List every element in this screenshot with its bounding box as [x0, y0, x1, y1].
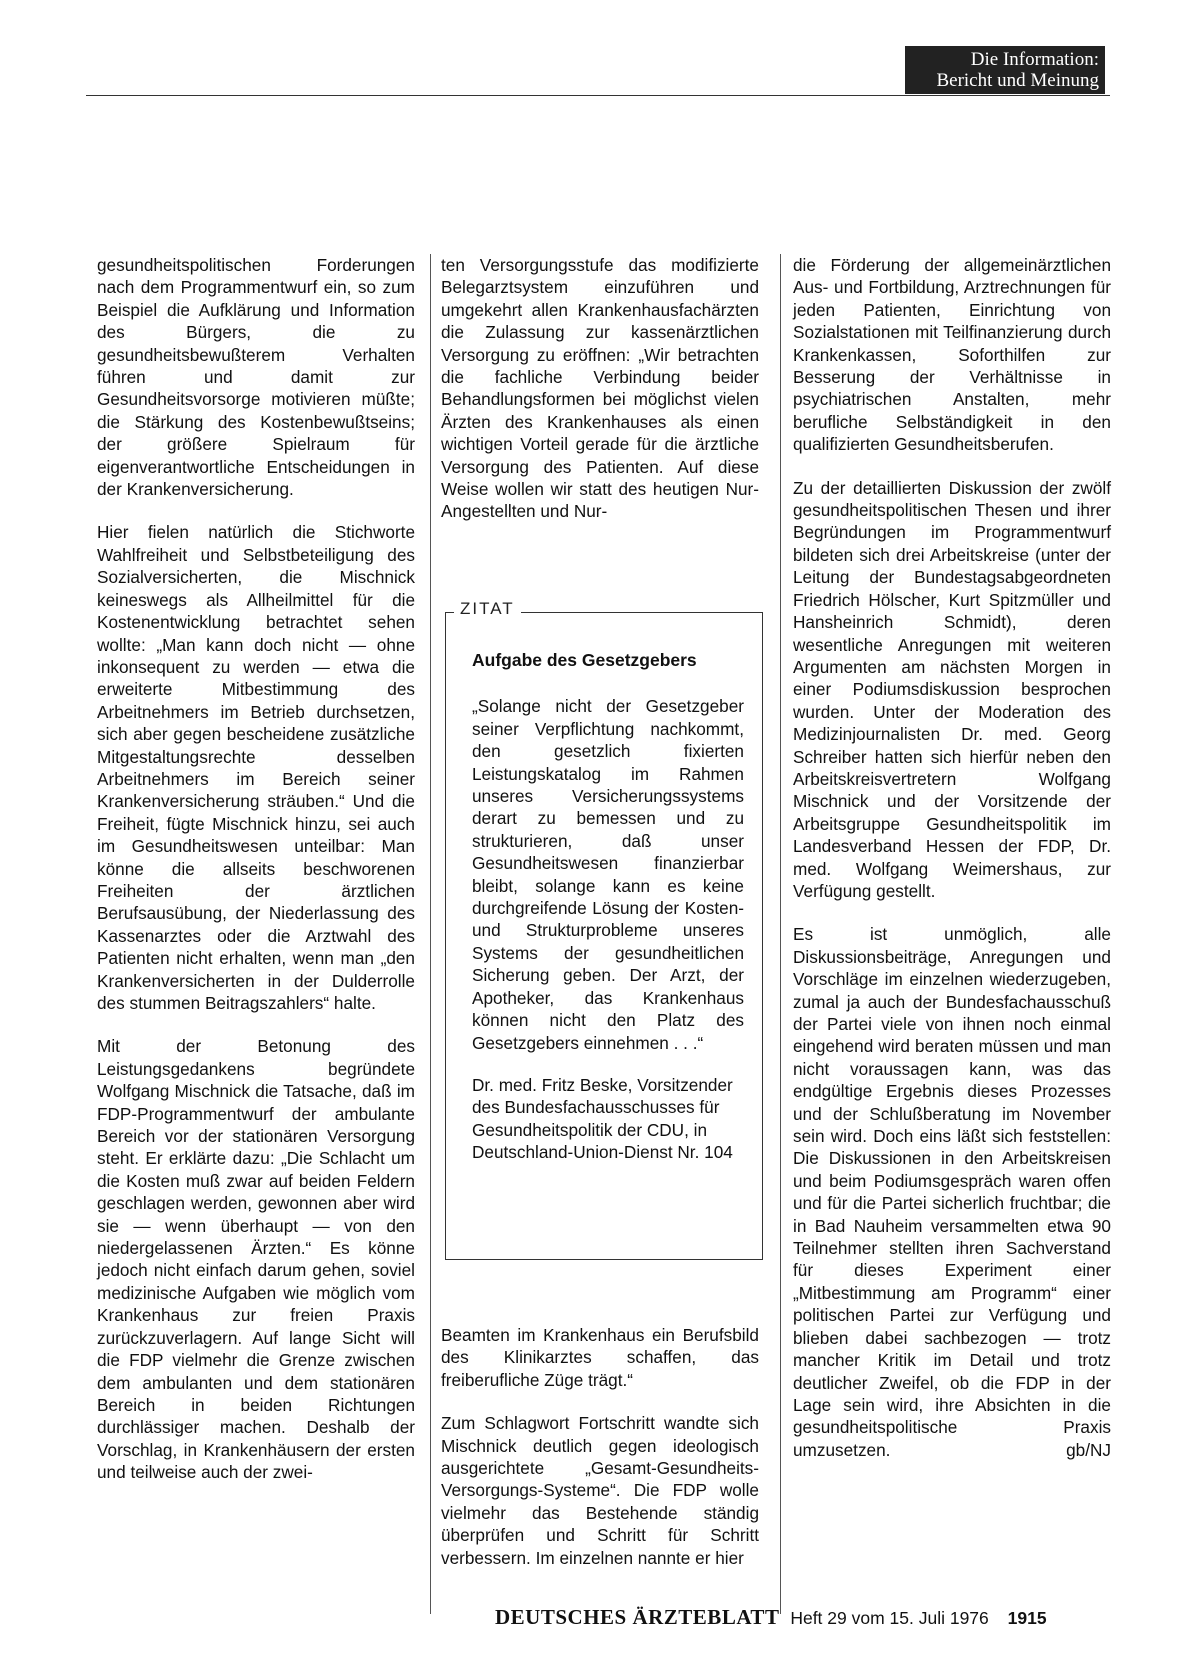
paragraph: gesundheitspolitischen Forderungen nach dem Programmentwurf ein, so zum Beispiel die Aufklärung und Information des Bürgers, die zu gesundheitsbewußterem Verhalten führen und damit zur Gesundheitsvorsorge motivieren müßte; die Stärkung des Kostenbewußtseins; der größere Spielraum für eigenverantwortliche Entscheidungen in der Krankenversicherung.: [97, 255, 415, 500]
paragraph-text: Es ist unmöglich, alle Diskussionsbeiträge, Anregungen und Vorschläge im einzelnen wiederzugeben, zumal ja auch der Bundesfachausschuß der Partei viele von ihnen noch einmal eingehend wird beraten müssen und man nicht voraussagen kann, was das endgültige Ergebnis dieses Prozesses und der Schlußberatung im November sein wird. Doch eins läßt sich feststellen: Die Diskussionen in den Arbeitskreisen und beim Podiumsgespräch waren offen und für die Partei sicherlich fruchtbar; die in Bad Nauheim versammelten etwa 90 Teilnehmer stellten ihren Sachverstand für dieses Experiment einer „Mitbestimmung am Programm“ einer politischen Partei zur Verfügung und blieben dabei sachbezogen — trotz mancher Kritik im Detail und trotz deutlicher Zweifel, ob die FDP in der Lage sein wird, ihre Absichten in die gesundheitspolitische Praxis umzusetzen.: [793, 924, 1111, 1460]
article-column-2-continued: [441, 1324, 759, 1590]
section-label: [905, 46, 1105, 94]
quote-text: „Solange nicht der Gesetzgeber seiner Verpflichtung nachkommt, den gesetzlich fixierten Leistungskatalog im Rahmen unseres Versicherungssystems derart zu bemessen und zu strukturieren, daß unser Gesundheitswesen finanzierbar bleibt, solange kann es keine durchgreifende Lösung der Kosten- und Strukturprobleme unseres Systems der gesundheitlichen Sicherung geben. Der Arzt, der Apotheker, das Krankenhaus können nicht den Platz des Gesetzgebers einnehmen . . .“: [472, 696, 744, 1053]
paragraph: [793, 923, 1111, 1461]
page-number: 1915: [1007, 1608, 1047, 1628]
article-column-3: [793, 254, 1111, 1482]
section-label-line2: Bericht und Meinung: [936, 70, 1099, 91]
header-rule: [86, 95, 1110, 96]
quote-label: ZITAT: [454, 599, 521, 619]
paragraph: Mit der Betonung des Leistungsgedankens begründete Wolfgang Mischnick die Tatsache, daß im FDP-Programmentwurf der ambulante Bereich vor der stationären Versorgung steht. Er erklärte dazu: „Die Schlacht um die Kosten muß zwar auf beiden Feldern geschlagen werden, gewonnen aber wird sie — wenn überhaupt — von den niedergelassenen Ärzten.“ Es könne jedoch nicht einfach darum gehen, soviel medizinische Aufgaben wie möglich vom Krankenhaus zur freien Praxis zurückzuverlagern. Auf lange Sicht will die FDP vielmehr die Grenze zwischen dem ambulanten und dem stationären Bereich in beiden Richtungen durchlässiger machen. Deshalb der Vorschlag, in Krankenhäusern der ersten und teilweise auch der zwei-: [97, 1036, 415, 1483]
article-column-2: [441, 254, 759, 544]
paragraph: ten Versorgungsstufe das modifizierte Belegarztsystem einzuführen und umgekehrt allen Krankenhausfachärzten die Zulassung zur kassenärztlichen Versorgung zu eröffnen: „Wir betrachten die fachliche Verbindung beider Behandlungsformen bei möglichst vielen Ärzten des Krankenhauses als einen wichtigen Vorteil gerade für die ärztliche Versorgung des Patienten. Auf diese Weise wollen wir statt des heutigen Nur-Angestellten und Nur-: [441, 255, 759, 522]
column-divider-2: [780, 254, 781, 1614]
column-divider-1: [430, 254, 431, 1614]
section-label-line1: Die Information:: [970, 49, 1099, 70]
quote-box: [445, 599, 763, 1260]
paragraph: Zu der detaillierten Diskussion der zwölf gesundheitspolitischen Thesen und ihrer Begründungen im Programmentwurf bildeten sich drei Arbeitskreise (unter der Leitung der Bundestagsabgeordneten Friedrich Hölscher, Kurt Spitzmüller und Hansheinrich Schmidt), deren wesentliche Anregungen mit weiteren Argumenten am nächsten Morgen in einer Podiumsdiskussion besprochen wurden. Unter der Moderation des Medizinjournalisten Dr. med. Georg Schreiber hatten sich hierfür neben den Arbeitskreisvertretern Wolfgang Mischnick und der Vorsitzende der Arbeitsgruppe Gesundheitspolitik im Landesverband Hessen der FDP, Dr. med. Wolfgang Weimershaus, zur Verfügung gestellt.: [793, 477, 1111, 901]
author-signature: gb/NJ: [1066, 1439, 1111, 1460]
issue-info: Heft 29 vom 15. Juli 1976: [790, 1608, 989, 1628]
paragraph: Hier fielen natürlich die Stichworte Wahlfreiheit und Selbstbeteiligung des Sozialversicherten, die Mischnick keineswegs als Allheilmittel für die Kostenentwicklung betrachtet sehen wollte: „Man kann doch nicht — ohne inkonsequent zu werden — etwa die erweiterte Mitbestimmung des Arbeitnehmers im Betrieb durchsetzen, sich aber gegen bescheidene zusätzliche Mitgestaltungsrechte desselben Arbeitnehmers im Bereich seiner Krankenversicherung sträuben.“ Und die Freiheit, fügte Mischnick hinzu, sei auch im Gesundheitswesen unteilbar: Man könne die allseits beschworenen Freiheiten der ärztlichen Berufsausübung, der Niederlassung des Kassenarztes oder die Arztwahl des Patienten nicht erhalten, wenn man „den Krankenversicherten in der Dulderrolle des stummen Beitragszahlers“ halte.: [97, 522, 415, 1013]
article-column-1: [97, 254, 415, 1505]
quote-source: Dr. med. Fritz Beske, Vorsitzender des Bundesfachausschusses für Gesundheitspolitik der CDU, in Deutschland-Union-Dienst Nr. 104: [472, 1074, 733, 1163]
paragraph: Beamten im Krankenhaus ein Berufsbild des Klinikarztes schaffen, das freiberufliche Züge trägt.“: [441, 1325, 759, 1390]
paragraph: die Förderung der allgemeinärztlichen Aus- und Fortbildung, Arztrechnungen für jeden Patienten, Einrichtung von Sozialstationen mit Teilfinanzierung durch Krankenkassen, Soforthilfen zur Besserung der Verhältnisse in psychiatrischen Anstalten, mehr berufliche Selbständigkeit in den qualifizierten Gesundheitsberufen.: [793, 255, 1111, 455]
journal-name: DEUTSCHES ÄRZTEBLATT: [495, 1605, 780, 1629]
paragraph: Zum Schlagwort Fortschritt wandte sich Mischnick deutlich gegen ideologisch ausgerichtete „Gesamt-Gesundheits-Versorgungs-Systeme“. Die FDP wolle vielmehr das Bestehende ständig überprüfen und Schritt für Schritt verbessern. Im einzelnen nannte er hier: [441, 1413, 759, 1568]
quote-title: Aufgabe des Gesetzgebers: [472, 650, 697, 670]
page-footer: [495, 1605, 1115, 1630]
